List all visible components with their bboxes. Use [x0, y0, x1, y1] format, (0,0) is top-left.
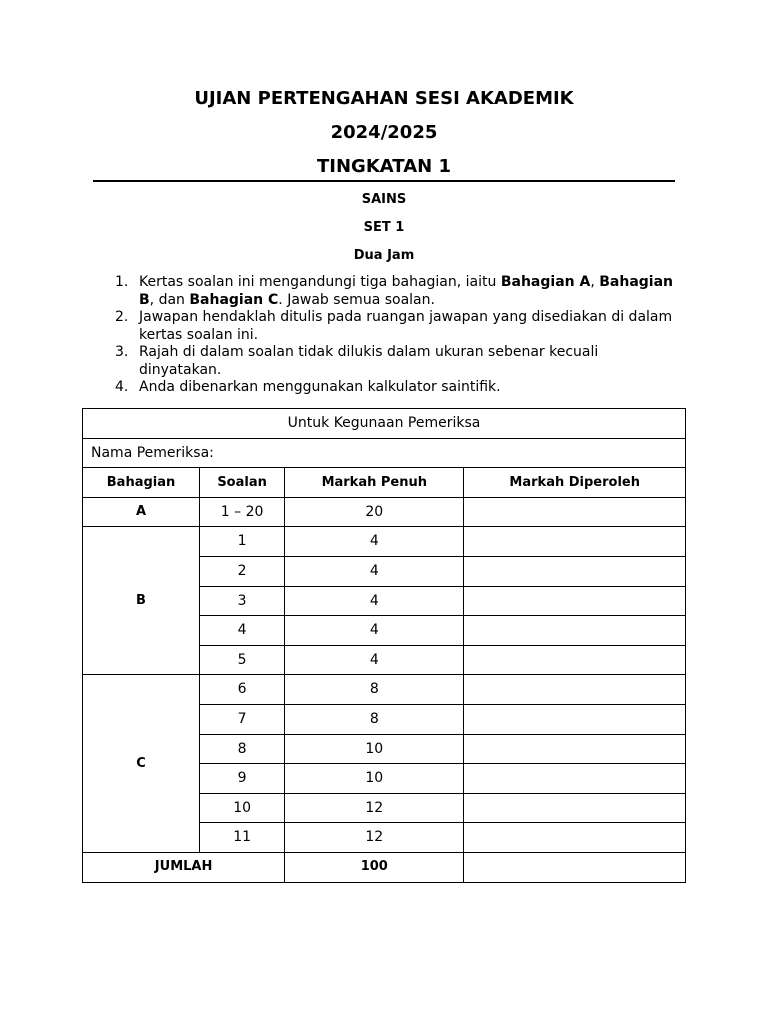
title-divider — [93, 180, 675, 182]
full-marks: 20 — [285, 497, 464, 527]
table-header-row — [83, 468, 686, 498]
full-marks: 10 — [285, 734, 464, 764]
marks-obtained-cell — [464, 823, 686, 853]
table-row — [83, 438, 686, 468]
instruction-item — [115, 344, 675, 379]
marks-obtained-cell — [464, 734, 686, 764]
question-number: 9 — [200, 764, 285, 794]
section-name: B — [83, 527, 200, 675]
instruction-number: 1. — [115, 274, 129, 290]
instruction-emphasis: Bahagian B — [139, 274, 674, 308]
column-header: Soalan — [200, 468, 285, 498]
set-label: SET 1 — [363, 220, 405, 235]
table-row — [83, 675, 686, 705]
instruction-text: Jawapan hendaklah ditulis pada ruangan jawapan yang disediakan di dalam kertas soalan ini. — [139, 309, 673, 343]
full-marks: 4 — [285, 527, 464, 557]
instruction-text: , — [590, 274, 600, 290]
marks-obtained-cell — [464, 704, 686, 734]
instruction-item — [115, 274, 675, 309]
column-header: Markah Diperoleh — [464, 468, 686, 498]
question-number: 2 — [200, 556, 285, 586]
instruction-text: Kertas soalan ini mengandungi tiga bahagian, iaitu — [139, 274, 501, 290]
question-number: 10 — [200, 793, 285, 823]
marks-obtained-cell — [464, 675, 686, 705]
question-number: 1 – 20 — [200, 497, 285, 527]
instruction-text: , dan — [149, 291, 190, 308]
question-number: 11 — [200, 823, 285, 853]
marks-obtained-cell — [464, 645, 686, 675]
full-marks: 12 — [285, 793, 464, 823]
question-number: 8 — [200, 734, 285, 764]
full-marks: 4 — [285, 645, 464, 675]
table-row — [83, 497, 686, 527]
total-row — [83, 852, 686, 882]
instruction-item — [115, 379, 675, 397]
section-name: C — [83, 675, 200, 853]
instruction-text: . Jawab semua soalan. — [278, 291, 435, 308]
instruction-emphasis: Bahagian C — [189, 291, 279, 308]
instruction-text: Rajah di dalam soalan tidak dilukis dalam ukuran sebenar kecuali dinyatakan. — [139, 344, 599, 378]
instruction-item — [115, 309, 675, 344]
full-marks: 12 — [285, 823, 464, 853]
examiner-name-field: Nama Pemeriksa: — [83, 438, 686, 468]
form-level: TINGKATAN 1 — [317, 156, 451, 177]
column-header: Markah Penuh — [285, 468, 464, 498]
table-caption: Untuk Kegunaan Pemeriksa — [83, 409, 686, 439]
section-name: A — [83, 497, 200, 527]
exam-title: UJIAN PERTENGAHAN SESI AKADEMIK — [194, 88, 574, 109]
marks-obtained-cell — [464, 556, 686, 586]
academic-year: 2024/2025 — [330, 122, 438, 143]
question-number: 6 — [200, 675, 285, 705]
question-number: 4 — [200, 616, 285, 646]
instruction-text: Anda dibenarkan menggunakan kalkulator saintifik. — [139, 379, 501, 395]
duration: Dua Jam — [353, 248, 415, 263]
examiner-marks-table — [82, 408, 686, 883]
instruction-number: 4. — [115, 379, 129, 395]
question-number: 3 — [200, 586, 285, 616]
question-number: 5 — [200, 645, 285, 675]
full-marks: 8 — [285, 675, 464, 705]
instruction-number: 2. — [115, 309, 129, 325]
marks-obtained-cell — [464, 497, 686, 527]
full-marks: 10 — [285, 764, 464, 794]
marks-obtained-cell — [464, 793, 686, 823]
total-obtained-cell — [464, 852, 686, 882]
question-number: 1 — [200, 527, 285, 557]
marks-obtained-cell — [464, 616, 686, 646]
marks-obtained-cell — [464, 764, 686, 794]
instruction-number: 3. — [115, 344, 129, 360]
total-label: JUMLAH — [83, 852, 285, 882]
question-number: 7 — [200, 704, 285, 734]
column-header: Bahagian — [83, 468, 200, 498]
full-marks: 4 — [285, 586, 464, 616]
total-marks: 100 — [285, 852, 464, 882]
full-marks: 4 — [285, 616, 464, 646]
instructions-list — [115, 274, 675, 397]
full-marks: 4 — [285, 556, 464, 586]
marks-obtained-cell — [464, 527, 686, 557]
table-row — [83, 409, 686, 439]
table-row — [83, 527, 686, 557]
subject: SAINS — [361, 192, 407, 207]
full-marks: 8 — [285, 704, 464, 734]
marks-obtained-cell — [464, 586, 686, 616]
instruction-emphasis: Bahagian A — [500, 274, 591, 290]
